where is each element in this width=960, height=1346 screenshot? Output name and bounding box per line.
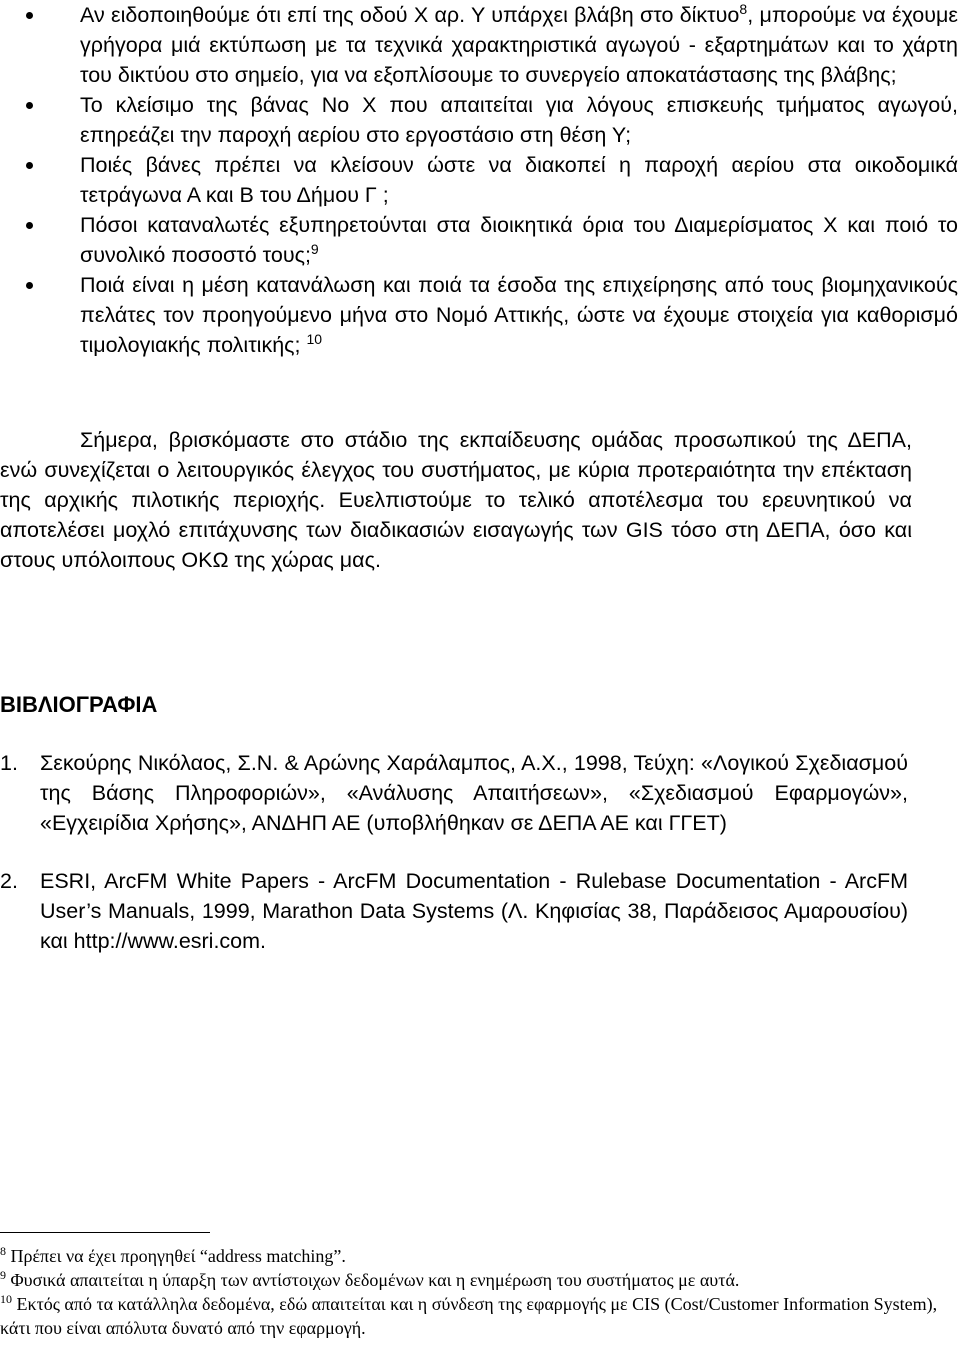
footnote-number: 10 [0, 1292, 12, 1306]
footnote-text: Εκτός από τα κατάλληλα δεδομένα, εδώ απαιτείται και η σύνδεση της εφαρμογής με CIS (Cost/Customer Information System), κάτι που είναι απόλυτα δυνατό από την εφαρμογή. [0, 1294, 938, 1338]
bullet-icon [26, 12, 33, 19]
bibliography-list [0, 748, 908, 956]
list-item-text-cont: , μπορούμε να έχουμε γρήγορα μιά εκτύπωση με τα τεχνικά χαρακτηριστικά αγωγού - εξαρτημάτων και το χάρτη του δικτύου στο σημείο, για να εξοπλίσουμε το συνεργείο αποκατάστασης της βλάβης; [80, 3, 958, 87]
list-item-text: Αν ειδοποιηθούμε ότι επί της οδού Χ αρ. Υ υπάρχει βλάβη στο δίκτυο [80, 3, 740, 27]
footnote-text: Πρέπει να έχει προηγηθεί “address matching”. [10, 1246, 346, 1266]
list-item-text: Πόσοι καταναλωτές εξυπηρετούνται στα διοικητικά όρια του Διαμερίσματος Χ και ποιό το συνολικό ποσοστό τους; [80, 213, 958, 267]
reference-text: Σεκούρης Νικόλαος, Σ.Ν. & Αρώνης Χαράλαμπος, Α.Χ., 1998, Τεύχη: «Λογικού Σχεδιασμού της Βάσης Πληροφοριών», «Ανάλυσης Απαιτήσεων», «Σχεδιασμού Εφαρμογών», «Εγχειρίδια Χρήσης», ΑΝΔΗΠ ΑΕ (υποβλήθηκαν σε ΔΕΠΑ ΑΕ και ΓΓΕΤ) [40, 751, 908, 835]
footnote-separator [0, 1232, 210, 1233]
footnote [0, 1268, 940, 1292]
reference-text: ESRI, ArcFM White Papers - ArcFM Documentation - Rulebase Documentation - ArcFM User’s Manuals, 1999, Marathon Data Systems (Λ. Κηφισίας 38, Παράδεισος Αμαρουσίου) και http://www.esri.com. [40, 869, 908, 953]
list-item [0, 90, 958, 150]
bibliography-heading: ΒΙΒΛΙΟΓΡΑΦΙΑ [0, 692, 158, 717]
list-item-text: Ποιές βάνες πρέπει να κλείσουν ώστε να διακοπεί η παροχή αερίου στα οικοδομικά τετράγωνα Α και Β του Δήμου Γ ; [80, 153, 958, 207]
footnote-text: Φυσικά απαιτείται η ύπαρξη των αντίστοιχων δεδομένων και η ενημέρωση του συστήματος με αυτά. [10, 1270, 740, 1290]
footnote [0, 1244, 940, 1268]
footnote-number: 9 [0, 1268, 6, 1282]
footnote-ref[interactable]: 9 [310, 240, 319, 257]
bullet-icon [26, 162, 33, 169]
footnote-number: 8 [0, 1244, 6, 1258]
footnotes [0, 1244, 940, 1340]
list-item [0, 150, 958, 210]
reference-item [0, 748, 908, 838]
list-item-text: Ποιά είναι η μέση κατανάλωση και ποιά τα έσοδα της επιχείρησης από τους βιομηχανικούς πελάτες τον προηγούμενο μήνα στο Νομό Αττικής, ώστε να έχουμε στοιχεία για καθορισμό τιμολογιακής πολιτικής; [80, 273, 958, 357]
list-item [0, 270, 958, 360]
reference-number: 1. [0, 751, 18, 775]
bullet-icon [26, 222, 33, 229]
reference-number: 2. [0, 869, 18, 893]
list-item [0, 210, 958, 270]
footnote-ref[interactable]: 8 [739, 0, 748, 17]
bullet-icon [26, 282, 33, 289]
list-item-text: Το κλείσιμο της βάνας Νο Χ που απαιτείται για λόγους επισκευής τμήματος αγωγού, επηρεάζει την παροχή αερίου στο εργοστάσιο στη θέση Υ; [80, 93, 958, 147]
reference-item [0, 866, 908, 956]
footnote [0, 1292, 940, 1340]
body-paragraph: Σήμερα, βρισκόμαστε στο στάδιο της εκπαίδευσης ομάδας προσωπικού της ΔΕΠΑ, ενώ συνεχίζεται ο λειτουργικός έλεγχος του συστήματος, με κύρια προτεραιότητα την επέκταση της αρχικής πιλοτικής περιοχής. Ευελπιστούμε το τελικό αποτέλεσμα του ερευνητικού να αποτελέσει μοχλό επιτάχυνσης των διαδικασιών εισαγωγής των GIS τόσο στη ΔΕΠΑ, όσο και στους υπόλοιπους ΟΚΩ της χώρας μας. [0, 428, 912, 572]
list-item [0, 0, 958, 90]
question-list [0, 0, 958, 360]
footnote-ref[interactable]: 10 [306, 330, 323, 347]
bullet-icon [26, 102, 33, 109]
